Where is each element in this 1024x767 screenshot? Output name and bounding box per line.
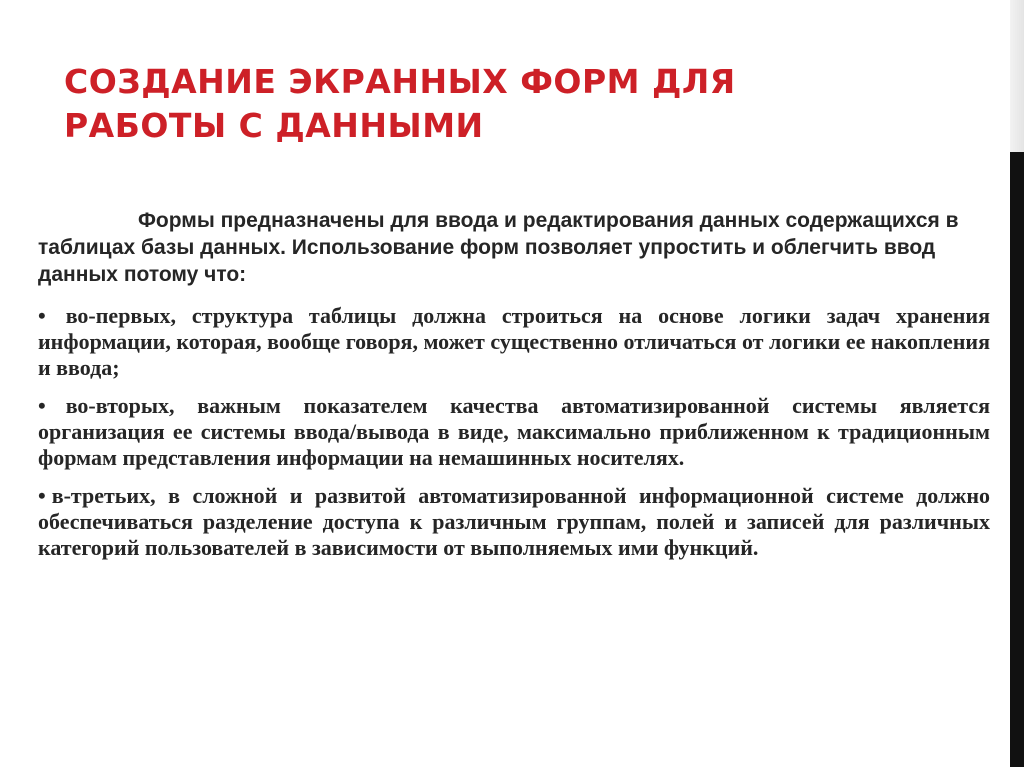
- bullet-mark: •: [38, 303, 46, 328]
- bullet-list: [38, 303, 990, 573]
- intro-paragraph: Формы предназначены для ввода и редактирования данных содержащихся в таблицах базы данных. Использование форм позволяет упростить и облегчить ввод данных потому что:: [38, 209, 959, 286]
- bullet-text-2: во-вторых, важным показателем качества автоматизированной системы является организация ее системы ввода/вывода в виде, максимально приближенном к традиционным формам представления информации на немашинных носителях.: [38, 393, 990, 470]
- title-line-1: СОЗДАНИЕ ЭКРАННЫХ ФОРМ ДЛЯ: [64, 62, 736, 101]
- bullet-item-2: [38, 393, 990, 471]
- bullet-item-1: [38, 303, 990, 381]
- bullet-text-1: во-первых, структура таблицы должна строиться на основе логики задач хранения информации, которая, вообще говоря, может существенно отличаться от логики ее накопления и ввода;: [38, 303, 990, 380]
- bullet-mark: •: [38, 483, 46, 508]
- bullet-mark: •: [38, 393, 46, 418]
- bullet-text-3: в-третьих, в сложной и развитой автоматизированной информационной системе должно обеспечиваться разделение доступа к различным группам, полей и записей для различных категорий пользователей в зависимости от выполняемых ими функций.: [38, 483, 990, 560]
- bullet-item-3: [38, 483, 990, 561]
- title-line-2: РАБОТЫ С ДАННЫМИ: [64, 106, 484, 145]
- edge-decoration-dark: [1010, 152, 1024, 767]
- slide-title: [64, 60, 944, 148]
